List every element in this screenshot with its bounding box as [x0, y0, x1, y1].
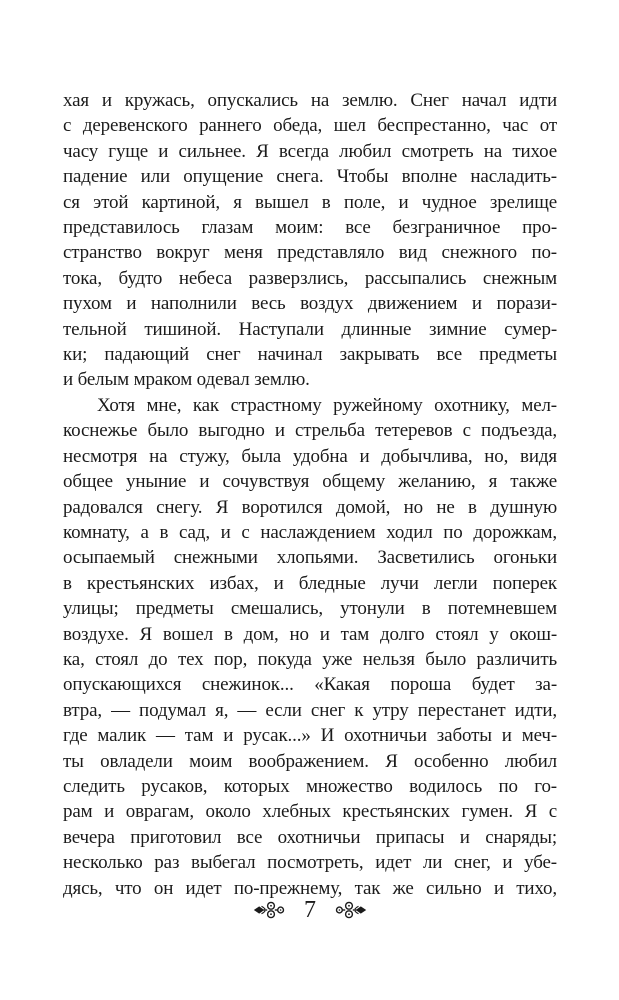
text-line: радовался снегу. Я воротился домой, но не в душную: [63, 496, 557, 518]
text-line: коснежье было выгодно и стрельба тетеревов с подъезда,: [63, 420, 557, 442]
text-line: общее уныние и сочувствуя общему желанию, я также: [63, 471, 557, 493]
text-line: ты овладели моим воображением. Я особенно любил: [63, 750, 557, 772]
text-line: воздухе. Я вошел в дом, но и там долго стоял у окош-: [63, 623, 557, 645]
fleuron-right-icon: [330, 901, 367, 919]
text-line: часу гуще и сильнее. Я всегда любил смотреть на тихое: [63, 140, 557, 162]
text-line: ки; падающий снег начинал закрывать все предметы: [63, 344, 557, 366]
paragraph-2: [63, 393, 557, 901]
text-line: тока, будто небеса разверзлись, рассыпались снежным: [63, 267, 557, 289]
text-line: дясь, что он идет по-прежнему, так же сильно и тихо,: [63, 877, 557, 899]
text-line: улицы; предметы смешались, утонули в потемневшем: [63, 598, 557, 620]
text-line: опускающихся снежинок... «Какая пороша будет за-: [63, 674, 557, 696]
page-footer: [63, 895, 557, 925]
text-line: рам и оврагам, около хлебных крестьянских гумен. Я с: [63, 801, 557, 823]
text-line: представилось глазам моим: все безграничное про-: [63, 217, 557, 239]
text-line: падение или опущение снега. Чтобы вполне насладить-: [63, 166, 557, 188]
text-line: Хотя мне, как страстному ружейному охотнику, мел-: [97, 394, 557, 416]
text-line: с деревенского раннего обеда, шел беспрестанно, час от: [63, 115, 557, 137]
text-line: ка, стоял до тех пор, покуда уже нельзя было различить: [63, 648, 557, 670]
text-line: в крестьянских избах, и бледные лучи легли поперек: [63, 572, 557, 594]
text-line: вечера приготовил все охотничьи припасы и снаряды;: [63, 826, 557, 848]
paragraph-1: [63, 88, 557, 393]
page-number: 7: [304, 897, 316, 923]
text-line: втра, — подумал я, — если снег к утру перестанет идти,: [63, 699, 557, 721]
text-line: и белым мраком одевал землю.: [63, 369, 310, 391]
text-line: несмотря на стужу, была удобна и добычлива, но, видя: [63, 445, 557, 467]
text-line: ся этой картиной, я вышел в поле, и чудное зрелище: [63, 191, 557, 213]
text-line: комнату, а в сад, и с наслаждением ходил по дорожкам,: [63, 521, 557, 543]
text-line: где малик — там и русак...» И охотничьи заботы и меч-: [63, 725, 557, 747]
text-line: странство вокруг меня представляло вид снежного по-: [63, 242, 557, 264]
text-line: хая и кружась, опускались на землю. Снег начал идти: [63, 90, 557, 111]
text-line: пухом и наполнили весь воздух движением и порази-: [63, 293, 557, 315]
page-text: [63, 88, 557, 901]
text-line: тельной тишиной. Наступали длинные зимние сумер-: [63, 318, 557, 340]
fleuron-left-icon: [253, 901, 290, 919]
text-line: несколько раз выбегал посмотреть, идет ли снег, и убе-: [63, 852, 557, 874]
text-line: следить русаков, которых множество водилось по го-: [63, 775, 557, 797]
text-line: осыпаемый снежными хлопьями. Засветились огоньки: [63, 547, 557, 569]
